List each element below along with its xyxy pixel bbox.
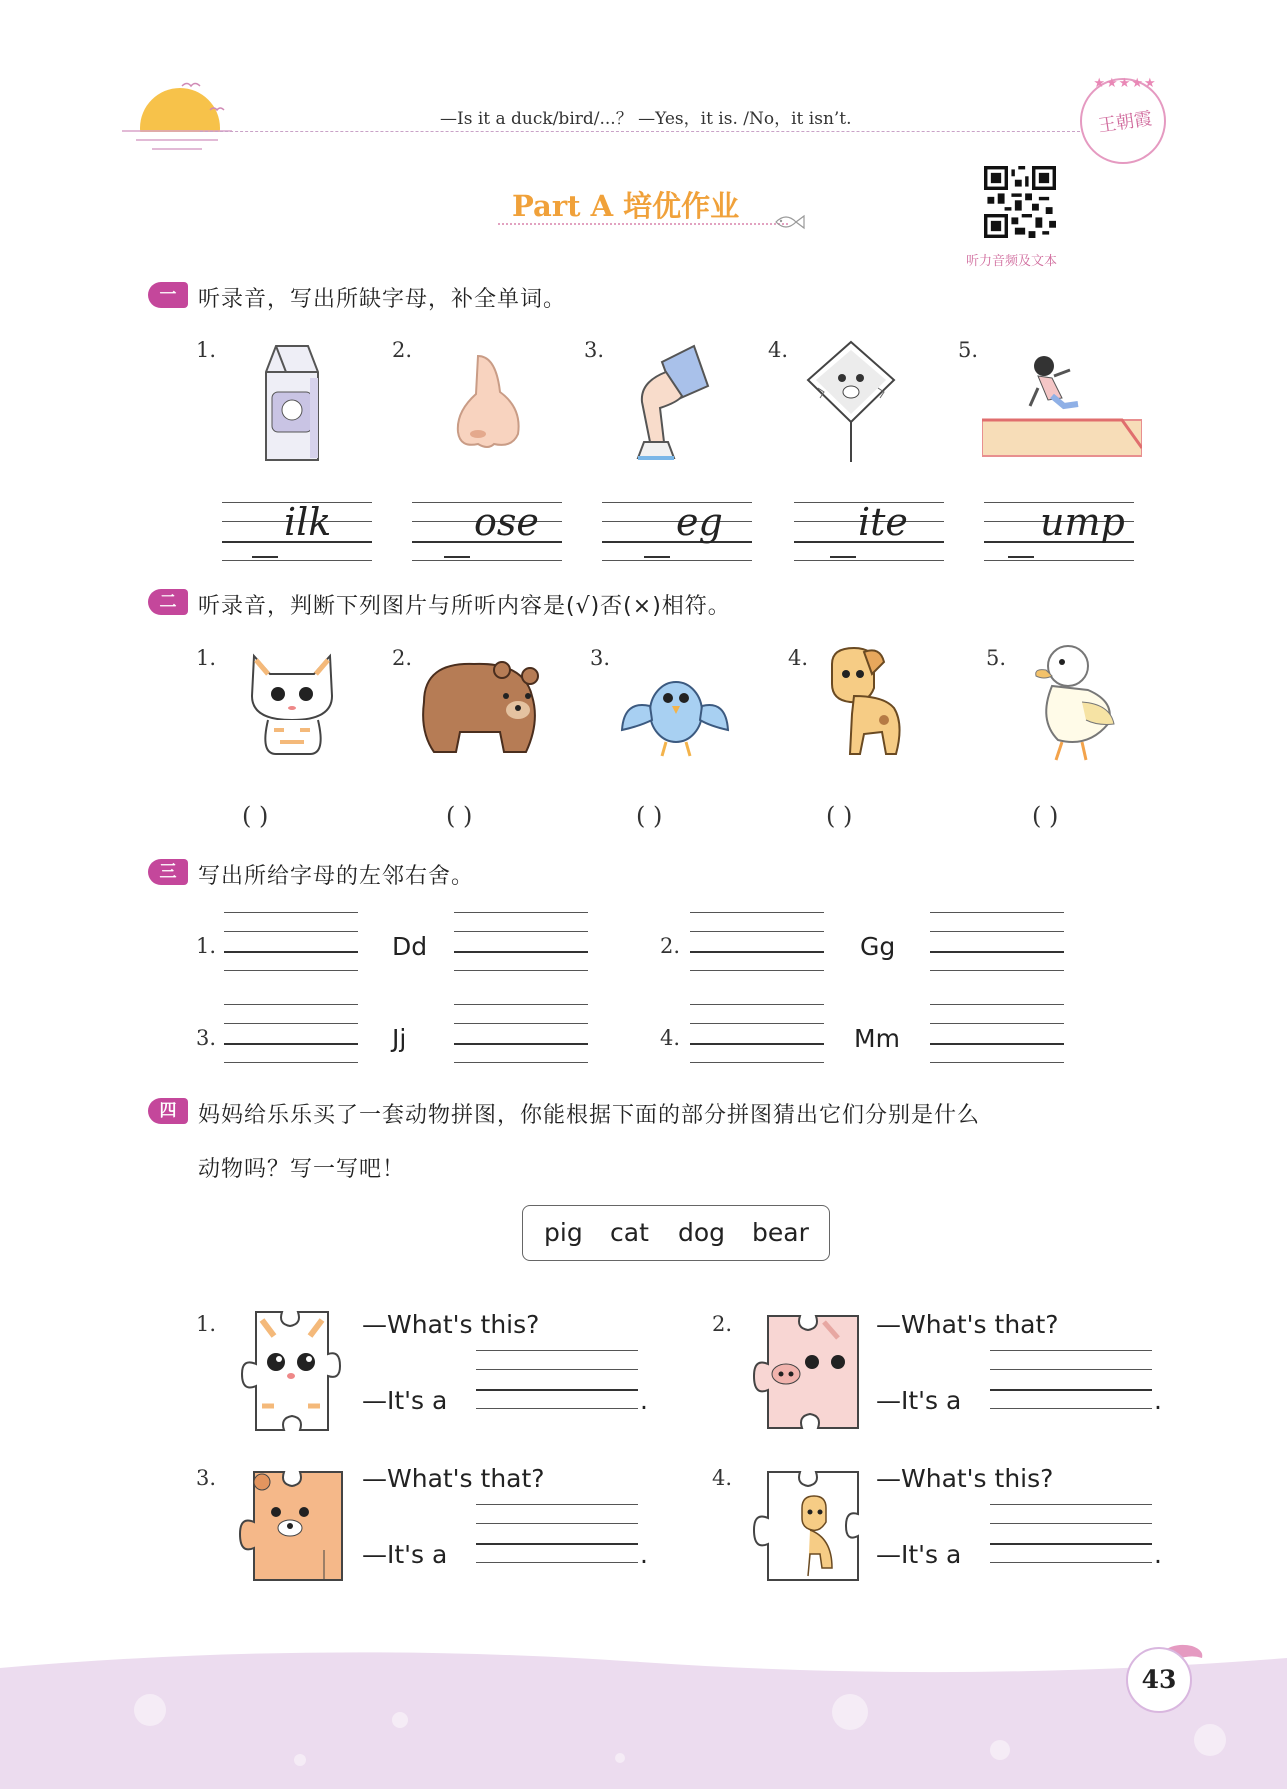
item-number: 2. — [392, 646, 413, 670]
given-letter: Jj — [392, 1024, 407, 1053]
section-badge: 四 — [148, 1098, 188, 1124]
fish-icon — [772, 210, 808, 234]
missing-letter-blank[interactable] — [252, 556, 278, 558]
word-fragment: ose — [474, 500, 539, 544]
section-instruction: 听录音，写出所缺字母，补全单词。 — [198, 287, 567, 312]
item-number: 3. — [196, 1026, 217, 1050]
header-divider — [200, 131, 1080, 132]
writing-lines[interactable] — [930, 912, 1064, 970]
sentence-period: . — [1154, 1386, 1162, 1415]
sentence-period: . — [640, 1386, 648, 1415]
nose-picture — [448, 352, 532, 452]
answer-prompt: —It's a — [362, 1386, 448, 1415]
brand-text: 王朝霞 — [1097, 108, 1154, 137]
item-number: 3. — [590, 646, 611, 670]
item-number: 5. — [958, 338, 979, 362]
question-text: —What's that? — [362, 1464, 545, 1493]
item-number: 2. — [660, 934, 681, 958]
kite-picture — [806, 340, 896, 464]
writing-lines[interactable] — [476, 1504, 638, 1562]
section-instruction: 写出所给字母的左邻右舍。 — [198, 864, 475, 889]
word-fragment: ite — [858, 500, 908, 544]
answer-prompt: —It's a — [876, 1386, 962, 1415]
girl-jumping-picture — [982, 348, 1142, 458]
word-bank-item: bear — [752, 1218, 809, 1247]
answer-parentheses[interactable]: ( ) — [446, 802, 473, 830]
sentence-period: . — [1154, 1540, 1162, 1569]
missing-letter-blank[interactable] — [444, 556, 470, 558]
given-letter: Mm — [854, 1024, 900, 1053]
missing-letter-blank[interactable] — [830, 556, 856, 558]
writing-lines[interactable] — [930, 1004, 1064, 1062]
item-number: 4. — [768, 338, 789, 362]
item-number: 4. — [788, 646, 809, 670]
word-fragment: ilk — [284, 500, 332, 544]
birds-icon — [180, 80, 230, 120]
title-underline — [498, 223, 788, 225]
bear-puzzle-picture — [228, 1468, 346, 1582]
word-fragment: eg — [676, 500, 723, 544]
missing-letter-blank[interactable] — [644, 556, 670, 558]
word-bank-item: pig — [544, 1218, 583, 1247]
question-text: —What's this? — [876, 1464, 1054, 1493]
dog-puzzle-picture — [740, 1468, 862, 1582]
item-number: 4. — [712, 1466, 733, 1490]
milk-carton-picture — [258, 342, 324, 464]
item-number: 3. — [196, 1466, 217, 1490]
brand-stars: ★★★★★ — [1093, 76, 1157, 91]
writing-lines[interactable] — [990, 1350, 1152, 1408]
section-instruction-line1: 妈妈给乐乐买了一套动物拼图，你能根据下面的部分拼图猜出它们分别是什么 — [198, 1103, 981, 1128]
answer-parentheses[interactable]: ( ) — [636, 802, 663, 830]
item-number: 1. — [196, 338, 217, 362]
header-sentence: —Is it a duck/bird/...？ —Yes，it is. /No，it isn’t. — [440, 109, 852, 129]
word-fragment: ump — [1040, 500, 1125, 544]
bird-picture — [620, 660, 730, 764]
missing-letter-blank[interactable] — [1008, 556, 1034, 558]
page-number: 43 — [1126, 1647, 1192, 1713]
item-number: 1. — [196, 1312, 217, 1336]
section-badge: 三 — [148, 859, 188, 885]
duck-picture — [1028, 640, 1118, 764]
qr-code-icon[interactable] — [984, 166, 1056, 238]
cat-puzzle-picture — [228, 1310, 356, 1432]
page-title: Part A 培优作业 — [512, 189, 740, 223]
sentence-period: . — [640, 1540, 648, 1569]
writing-lines[interactable] — [690, 1004, 824, 1062]
given-letter: Gg — [860, 932, 896, 961]
qr-caption: 听力音频及文本 — [966, 254, 1058, 269]
answer-parentheses[interactable]: ( ) — [826, 802, 853, 830]
item-number: 2. — [712, 1312, 733, 1336]
writing-lines[interactable] — [476, 1350, 638, 1408]
leg-picture — [632, 342, 712, 468]
item-number: 5. — [986, 646, 1007, 670]
answer-prompt: —It's a — [362, 1540, 448, 1569]
writing-lines[interactable] — [990, 1504, 1152, 1562]
answer-parentheses[interactable]: ( ) — [242, 802, 269, 830]
pig-puzzle-picture — [740, 1312, 862, 1430]
item-number: 3. — [584, 338, 605, 362]
section-instruction-line2: 动物吗？写一写吧！ — [198, 1157, 406, 1182]
given-letter: Dd — [392, 932, 428, 961]
writing-lines[interactable] — [224, 912, 358, 970]
cat-picture — [240, 646, 344, 758]
item-number: 4. — [660, 1026, 681, 1050]
footer-wave — [0, 1640, 1287, 1789]
writing-lines[interactable] — [454, 1004, 588, 1062]
word-bank-item: dog — [678, 1218, 726, 1247]
writing-lines[interactable] — [690, 912, 824, 970]
question-text: —What's that? — [876, 1310, 1059, 1339]
answer-parentheses[interactable]: ( ) — [1032, 802, 1059, 830]
section-instruction: 听录音，判断下列图片与所听内容是(√)否(×)相符。 — [198, 594, 731, 619]
item-number: 2. — [392, 338, 413, 362]
section-badge: 二 — [148, 589, 188, 615]
answer-prompt: —It's a — [876, 1540, 962, 1569]
writing-lines[interactable] — [224, 1004, 358, 1062]
item-number: 1. — [196, 646, 217, 670]
item-number: 1. — [196, 934, 217, 958]
bear-picture — [414, 652, 546, 758]
writing-lines[interactable] — [454, 912, 588, 970]
word-bank-item: cat — [610, 1218, 649, 1247]
question-text: —What's this? — [362, 1310, 540, 1339]
dog-picture — [808, 644, 916, 760]
section-badge: 一 — [148, 282, 188, 308]
